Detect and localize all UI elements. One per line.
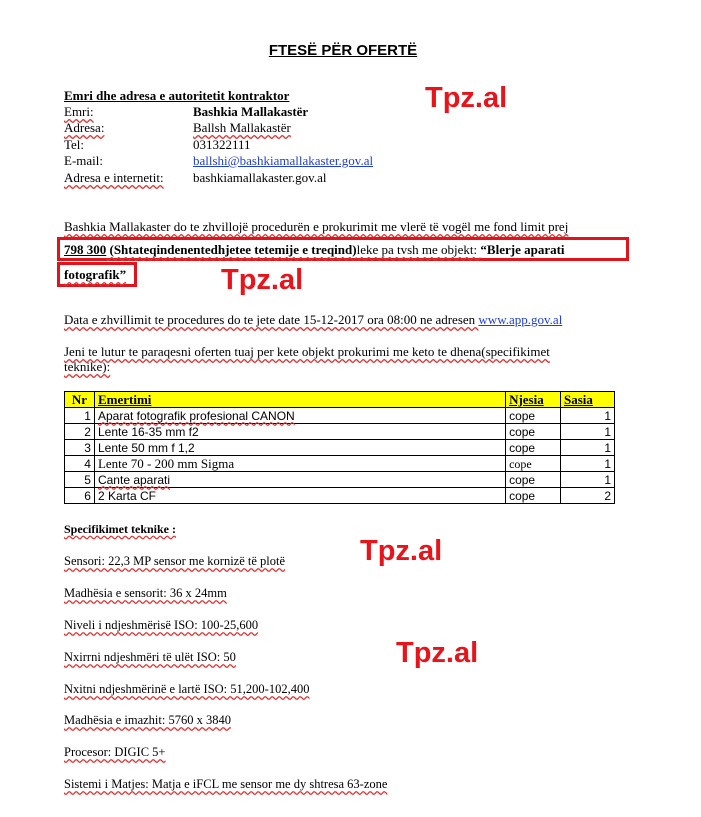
cell-nr: 5: [65, 472, 95, 488]
field-value-name: Bashkia Mallakastër: [193, 104, 309, 119]
spec-item: Nxirrni ndjeshmëri të ulët ISO: 50: [64, 650, 236, 664]
cell-unit: cope: [506, 440, 561, 456]
cell-name: Lente 70 - 200 mm Sigma: [94, 456, 505, 472]
cell-qty: 2: [561, 488, 615, 504]
spec-item: Nxitni ndjeshmërinë e lartë ISO: 51,200-102,400: [64, 682, 310, 696]
cell-name: 2 Karta CF: [94, 488, 505, 504]
cell-name: Lente 16-35 mm f2: [94, 424, 505, 440]
cell-unit: cope: [506, 472, 561, 488]
watermark-1: Tpz.al: [425, 82, 508, 114]
field-value-website: bashkiamallakaster.gov.al: [193, 170, 327, 185]
cell-qty: 1: [561, 456, 615, 472]
spec-item: Niveli i ndjeshmërisë ISO: 100-25,600: [64, 618, 259, 632]
table-row: [65, 440, 615, 456]
cell-name: Cante aparati: [94, 472, 505, 488]
field-value-tel: 031322111: [193, 137, 251, 152]
watermark-4: Tpz.al: [396, 637, 479, 669]
date-text: Data e zhvillimit te procedures do te jete date 15-12-2017 ora 08:00 ne adresen: [64, 312, 479, 327]
fund-amount: 798 300: [64, 242, 107, 257]
cell-nr: 1: [65, 408, 95, 424]
procurement-object-cont: fotografik”: [64, 267, 127, 282]
cell-nr: 2: [65, 424, 95, 440]
procurement-object: “Blerje aparati: [480, 242, 565, 257]
field-label-email: E-mail:: [64, 153, 103, 168]
email-link[interactable]: ballshi@bashkiamallakaster.gov.al: [193, 153, 374, 168]
cell-unit: cope: [506, 424, 561, 440]
intro-rest: leke pa tvsh me objekt:: [356, 242, 481, 257]
cell-nr: 3: [65, 440, 95, 456]
cell-unit: cope: [506, 408, 561, 424]
spec-item: Procesor: DIGIC 5+: [64, 745, 166, 759]
cell-qty: 1: [561, 440, 615, 456]
field-label-address: Adresa:: [64, 120, 105, 135]
field-label-name: Emri:: [64, 104, 94, 119]
spec-item: Madhësia e sensorit: 36 x 24mm: [64, 586, 227, 600]
field-value-address: Ballsh Mallakastër: [193, 120, 291, 135]
fund-words: (Shtateqindenentedhjetee tetemije e treqind): [106, 242, 357, 257]
items-table: [64, 391, 615, 504]
cell-nr: 4: [65, 456, 95, 472]
watermark-2: Tpz.al: [221, 264, 304, 296]
specs-heading: Specifikimet teknike :: [64, 522, 176, 536]
cell-qty: 1: [561, 472, 615, 488]
col-header-unit: Njesia: [506, 392, 561, 408]
cell-name: Lente 50 mm f 1,2: [94, 440, 505, 456]
cell-unit: cope: [506, 456, 561, 472]
document-title: FTESË PËR OFERTË: [268, 42, 418, 59]
field-label-website: Adresa e internetit:: [64, 170, 164, 185]
intro-line-2: [64, 242, 565, 258]
spec-item: Sensori: 22,3 MP sensor me kornizë të plotë: [64, 554, 286, 568]
field-label-tel: Tel:: [64, 137, 85, 152]
cell-nr: 6: [65, 488, 95, 504]
invite-line-2: teknike):: [64, 359, 111, 374]
table-row: [65, 456, 615, 472]
cell-qty: 1: [561, 408, 615, 424]
col-header-name: Emertimi: [94, 392, 505, 408]
date-line: [64, 312, 562, 328]
spec-item: Sistemi i Matjes: Matja e iFCL me sensor me dy shtresa 63-zone: [64, 777, 388, 791]
table-header-row: [65, 392, 615, 408]
app-link[interactable]: www.app.gov.al: [478, 312, 563, 327]
table-row: [65, 408, 615, 424]
cell-name: Aparat fotografik profesional CANON: [94, 408, 505, 424]
authority-heading: Emri dhe adresa e autoritetit kontraktor: [64, 88, 290, 103]
table-row: [65, 488, 615, 504]
intro-line-1: Bashkia Mallakaster do te zhvillojë procedurën e prokurimit me vlerë të vogël me fond limit prej: [64, 219, 569, 234]
table-row: [65, 424, 615, 440]
cell-qty: 1: [561, 424, 615, 440]
cell-unit: cope: [506, 488, 561, 504]
watermark-3: Tpz.al: [360, 535, 443, 567]
col-header-nr: Nr: [65, 392, 95, 408]
spec-item: Madhësia e imazhit: 5760 x 3840: [64, 713, 231, 727]
table-row: [65, 472, 615, 488]
col-header-qty: Sasia: [561, 392, 615, 408]
invite-line-1: Jeni te lutur te paraqesni oferten tuaj per kete objekt prokurimi me keto te dhena(specifikimet: [64, 344, 550, 359]
